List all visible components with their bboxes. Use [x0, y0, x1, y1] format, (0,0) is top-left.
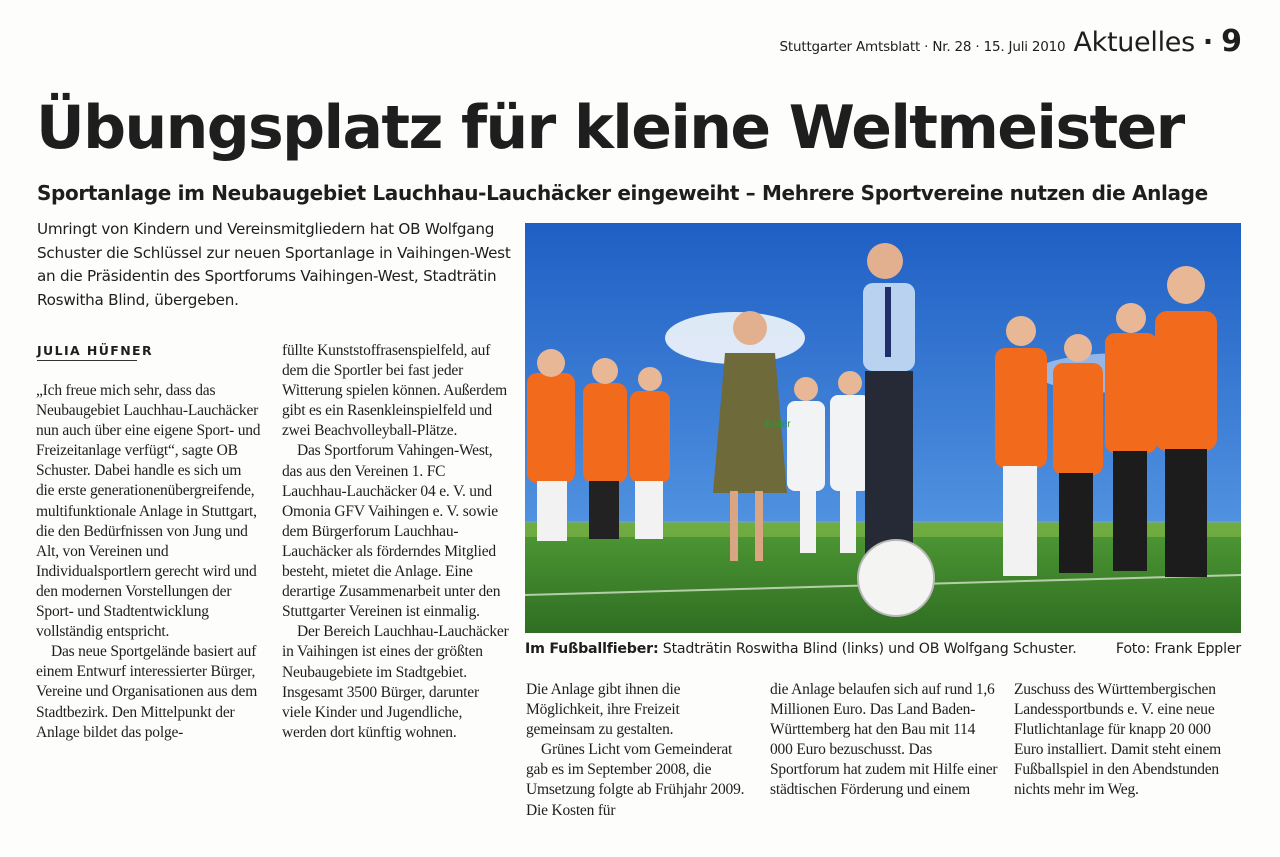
separator-dot: · [1202, 27, 1214, 58]
publication-info: Stuttgarter Amtsblatt · Nr. 28 · 15. Juli 2010 [779, 39, 1066, 55]
paragraph: Zuschuss des Württembergischen Landessportbunds e. V. eine neue Flutlichtanlage für knapp 20 000 Euro installiert. Damit steht einem Fußballspiel in den Abendstunden nichts mehr im Weg. [1014, 681, 1221, 799]
lead-paragraph [37, 218, 517, 312]
paragraph: Grünes Licht vom Gemeinderat gab es im September 2008, die Umsetzung folgte ab Frühjahr 2009. Die Kosten für [526, 741, 745, 819]
paragraph: füllte Kunststoffrasenspielfeld, auf dem die Sportler bei fast jeder Witterung spielen können. Außerdem gibt es ein Rasenkleinspielfeld und zwei Beachvolleyball-Plätze. [282, 342, 508, 440]
text-column-1 [36, 381, 262, 743]
page-number: 9 [1221, 24, 1242, 59]
paragraph: Der Bereich Lauchhau-Lauchäcker in Vaihingen ist eines der größten Neubaugebiete im Stadtgebiet. Insgesamt 3500 Bürger, darunter viele Kinder und Jugendliche, werden dort künftig wohnen. [282, 623, 509, 741]
text-column-2 [282, 341, 510, 743]
byline: JULIA HÜFNER [37, 343, 154, 358]
paragraph: Die Anlage gibt ihnen die Möglichkeit, ihre Freizeit gemeinsam zu gestalten. [526, 681, 681, 739]
lead-text: Umringt von Kindern und Vereinsmitgliedern hat OB Wolfgang Schuster die Schlüssel zur neuen Sportanlage in Vaihingen-West an die Präsidentin des Sportforums Vaihingen-West, Stadträtin Roswitha Blind, übergeben. [37, 220, 511, 309]
masthead [780, 24, 1242, 59]
paragraph: „Ich freue mich sehr, dass das Neubaugebiet Lauchhau-Lauchäcker nun auch über eine eigene Sport- und Freizeitanlage verfügt“, sagte OB Schuster. Dabei handle es sich um die erste generationenübergreifende, multifunktionale Anlage in Stuttgart, die den Bedürfnissen von Jung und Alt, von Vereinen und Individualsportlern gerecht wird und den modernen Vorstellungen der Sport- und Stadtentwicklung vollständig entspricht. [36, 382, 261, 641]
headline: Übungsplatz für kleine Weltmeister [36, 93, 1184, 163]
paragraph: Das Sportforum Vahingen-West, das aus den Vereinen 1. FC Lauchhau-Lauchäcker 04 e. V. und Omonia GFV Vaihingen e. V. sowie dem Bürgerforum Lauchhau-Lauchäcker als förderndes Mitglied besteht, mietet die Anlage. Eine derartige Zusammenarbeit unter den Stuttgarter Vereinen ist einmalig. [282, 442, 501, 621]
caption-label: Im Fußballfieber: [525, 641, 659, 657]
section-title: Aktuelles [1073, 27, 1195, 58]
byline-rule [37, 360, 137, 361]
text-column-4 [770, 680, 998, 801]
photo-caption [525, 641, 1241, 657]
photo-credit: Foto: Frank Eppler [1115, 641, 1241, 657]
children-left [527, 349, 670, 541]
person-wolfgang-schuster [863, 243, 915, 571]
caption-text: Stadträtin Roswitha Blind (links) und OB Wolfgang Schuster. [662, 641, 1077, 657]
text-column-3 [526, 680, 752, 821]
subheadline: Sportanlage im Neubaugebiet Lauchhau-Lauchäcker eingeweiht – Mehrere Sportvereine nutzen die Anlage [37, 181, 1208, 205]
paragraph: Das neue Sportgelände basiert auf einem Entwurf interessierter Bürger, Vereine und Organisationen aus dem Stadtbezirk. Den Mittelpunkt der Anlage bildet das polge- [36, 643, 258, 741]
jersey-text: Baller [765, 419, 791, 430]
paragraph: die Anlage belaufen sich auf rund 1,6 Millionen Euro. Das Land Baden-Württemberg hat den Bau mit 114 000 Euro bezuschusst. Das Sportforum hat zudem mit Hilfe einer städtischen Förderung und einem [770, 681, 998, 799]
football [858, 540, 934, 616]
article-photo [525, 223, 1241, 633]
text-column-5 [1014, 680, 1242, 801]
